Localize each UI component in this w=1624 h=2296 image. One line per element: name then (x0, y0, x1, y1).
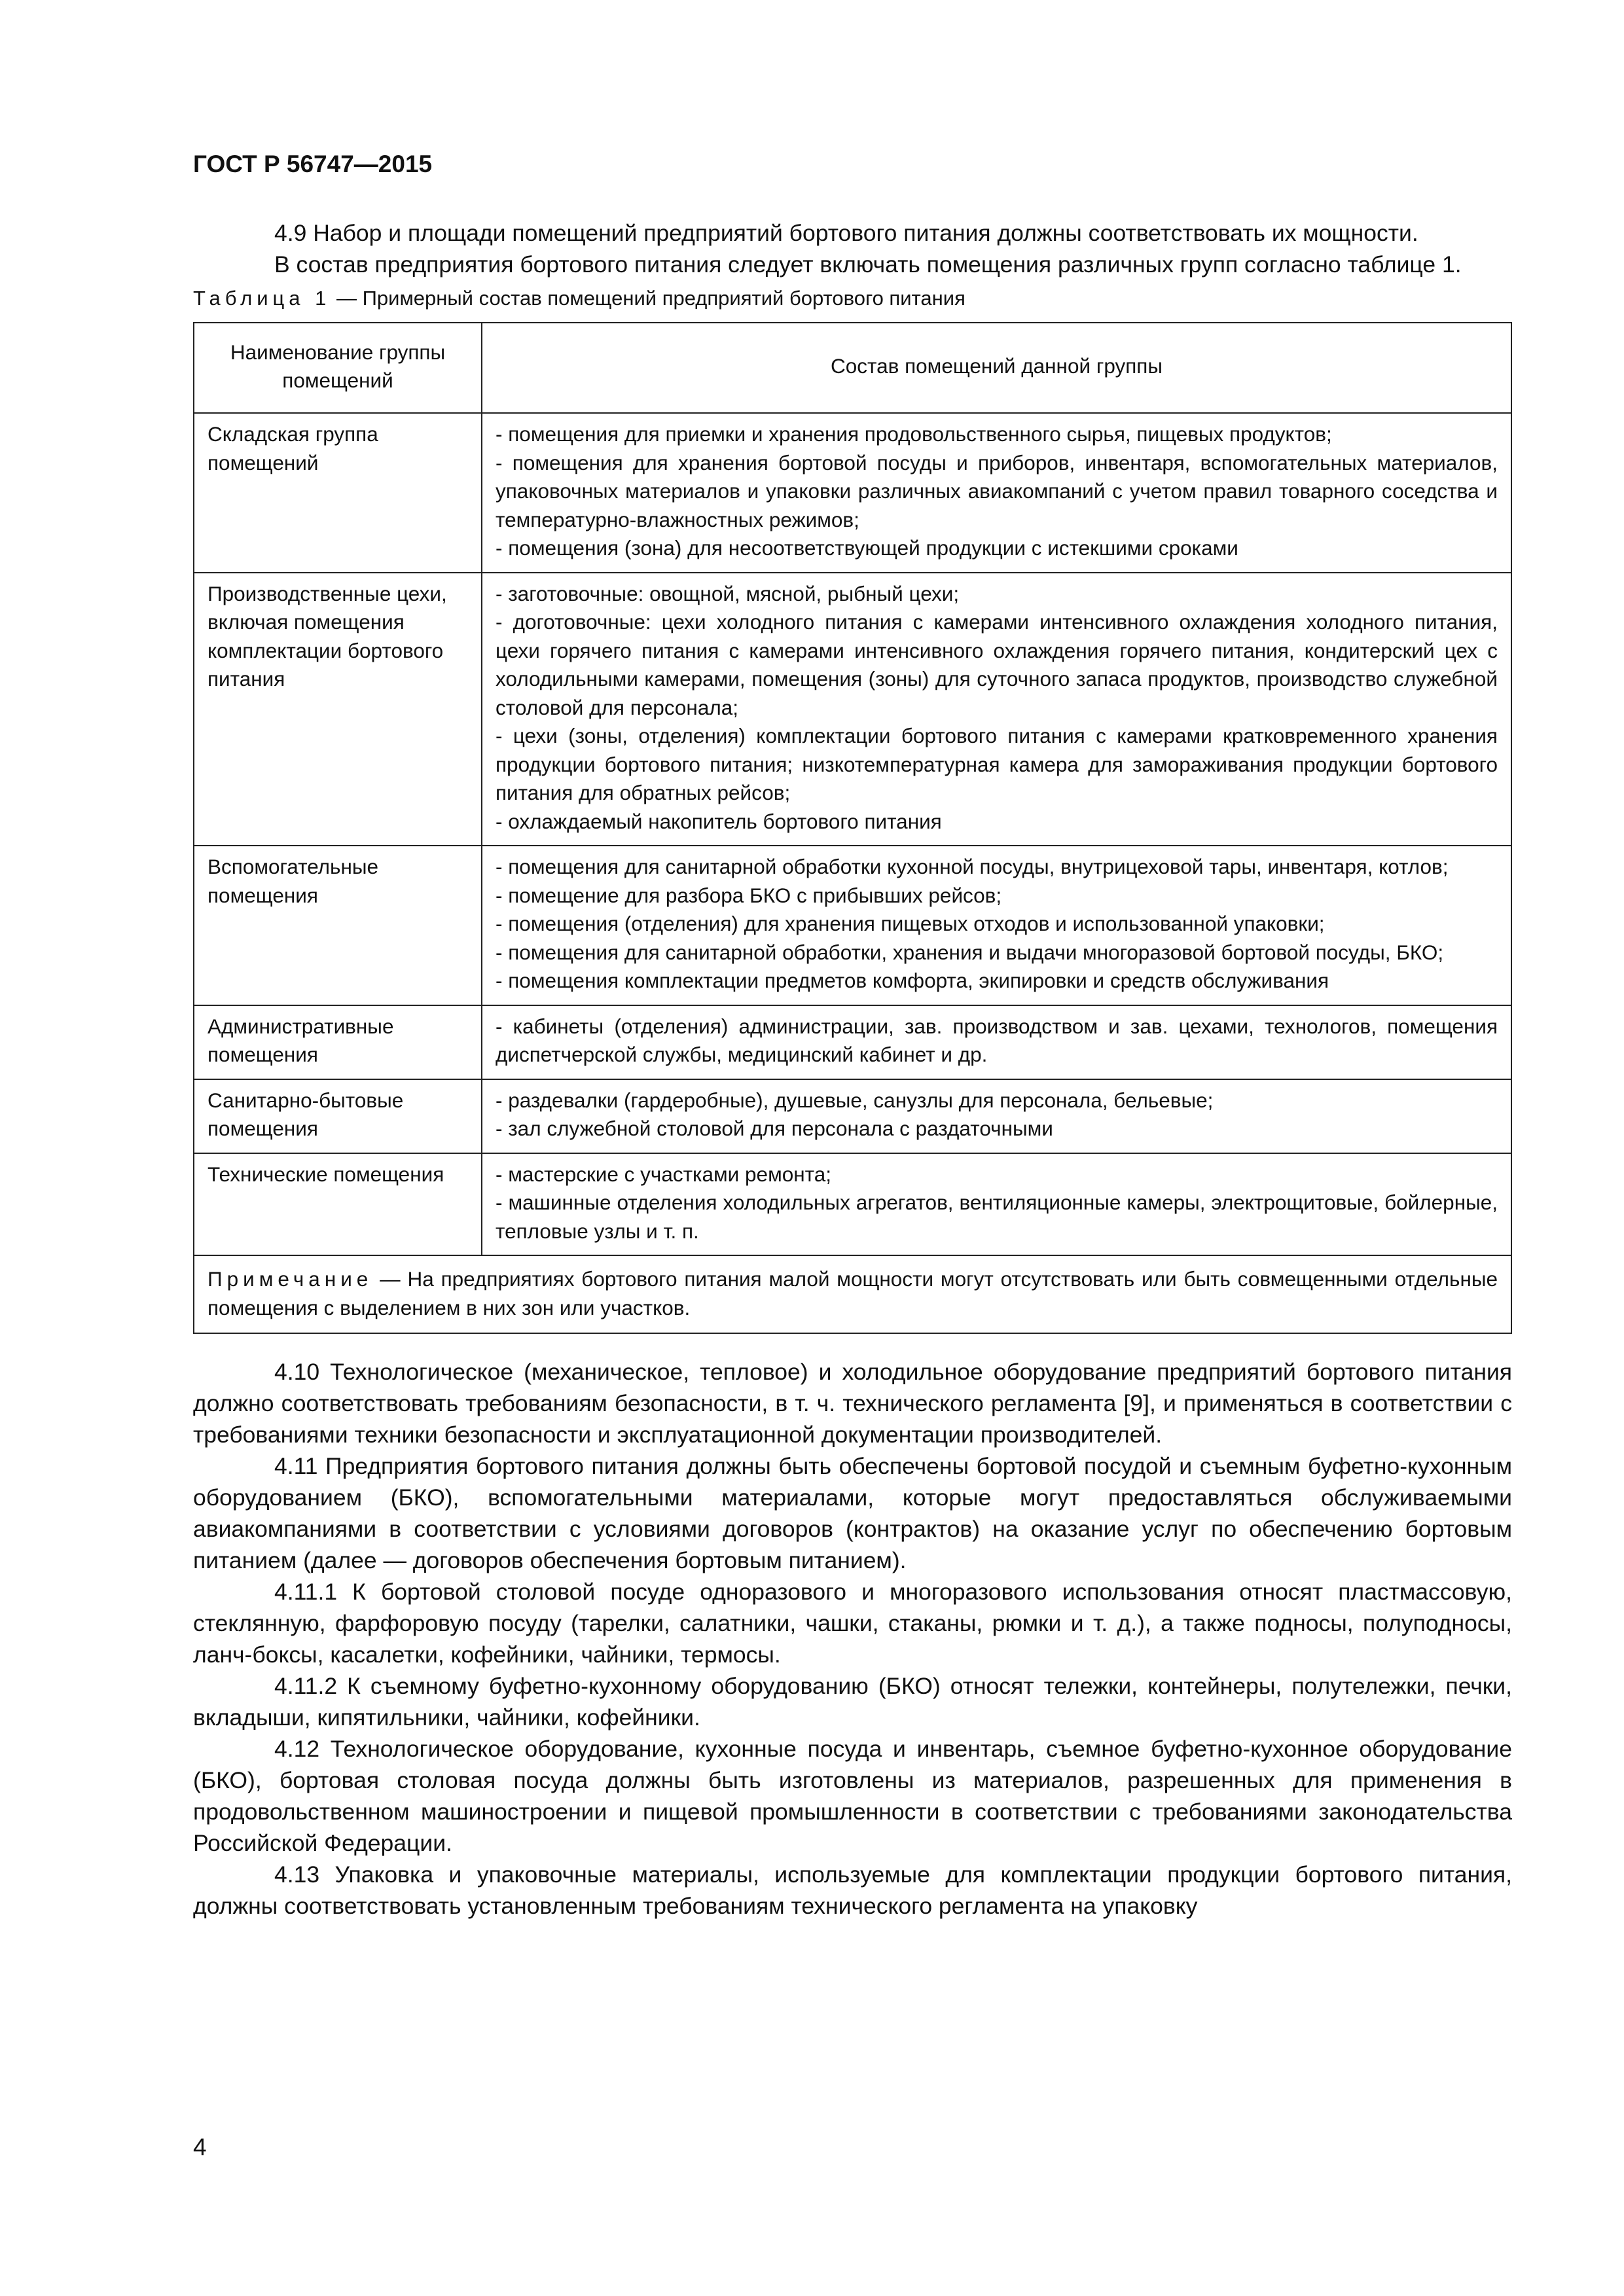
body-text (193, 1356, 1512, 1922)
room-item: - помещения для санитарной обработки, хранения и выдачи многоразовой бортовой посуды, БКО; (496, 940, 1444, 964)
page-number: 4 (193, 2134, 207, 2161)
room-item: - помещения (отделения) для хранения пищевых отходов и использованной упаковки; (496, 912, 1325, 935)
room-item: - цехи (зоны, отделения) комплектации бортового питания с камерами кратковременного хранения продукции бортового питания; низкотемпературная камера для замораживания продукции бортового питания для обратных рейсов; (496, 724, 1498, 804)
paragraph-4-13: 4.13 Упаковка и упаковочные материалы, используемые для комплектации продукции бортового питания, должны соответствовать установленным требованиям технического регламента на упаковку (193, 1861, 1512, 1919)
room-item: - помещение для разбора БКО с прибывших рейсов; (496, 883, 1002, 907)
room-item: - машинные отделения холодильных агрегатов, вентиляционные камеры, электрощитовые, бойлерные, тепловые узлы и т. п. (496, 1191, 1498, 1243)
room-group-name: Вспомогательные помещения (194, 846, 482, 1005)
header-group-content: Состав помещений данной группы (482, 323, 1511, 413)
room-item: - заготовочные: овощной, мясной, рыбный цехи; (496, 581, 960, 605)
document-code: ГОСТ Р 56747—2015 (193, 151, 433, 177)
room-group-name: Производственные цехи, включая помещения комплектации бортового питания (194, 573, 482, 846)
room-group-content (482, 573, 1511, 846)
room-item: - доготовочные: цехи холодного питания с камерами интенсивного охлаждения холодного питания, цехи горячего питания с камерами интенсивного охлаждения горячего питания, кондитерский цех с холодильными камерами, помещения (зоны) для суточного запаса продуктов, производство служебной столовой для персонала; (496, 610, 1498, 719)
room-item: - помещения для санитарной обработки кухонной посуды, внутрицеховой тары, инвентаря, котлов; (496, 855, 1449, 878)
room-item: - раздевалки (гардеробные), душевые, санузлы для персонала, бельевые; (496, 1088, 1214, 1112)
room-item: - помещения для хранения бортовой посуды и приборов, инвентаря, вспомогательных материалов, упаковочных материалов и упаковки различных авиакомпаний с учетом правил товарного соседства и температурно-влажностных режимов; (496, 450, 1498, 531)
room-group-name: Технические помещения (194, 1153, 482, 1256)
rooms-table (193, 322, 1512, 1334)
room-group-content (482, 1079, 1511, 1153)
room-item: - помещения (зона) для несоответствующей продукции с истекшими сроками (496, 536, 1238, 560)
paragraph-4-11-2: 4.11.2 К съемному буфетно-кухонному оборудованию (БКО) относят тележки, контейнеры, полутележки, печки, вкладыши, кипятильники, чайники, кофейники. (193, 1673, 1512, 1731)
room-item: - мастерские с участками ремонта; (496, 1162, 831, 1186)
table-header-row (194, 323, 1511, 413)
paragraph-4-12: 4.12 Технологическое оборудование, кухонные посуда и инвентарь, съемное буфетно-кухонное оборудование (БКО), бортовая столовая посуда должны быть изготовлены из материалов, разрешенных для применения в продовольственном машиностроении и пищевой промышленности в соответствии с требованиями законодательства Российской Федерации. (193, 1736, 1512, 1856)
room-group-name: Санитарно-бытовые помещения (194, 1079, 482, 1153)
paragraph-4-11: 4.11 Предприятия бортового питания должны быть обеспечены бортовой посудой и съемным буфетно-кухонным оборудованием (БКО), вспомогательными материалами, которые могут предоставляться обслуживаемыми авиакомпаниями в соответствии с условиями договоров (контрактов) на оказание услуг по обеспечению бортовым питанием (далее — договоров обеспечения бортовым питанием). (193, 1453, 1512, 1573)
room-group-content (482, 413, 1511, 573)
header-group-name: Наименование группы помещений (194, 323, 482, 413)
room-item: - зал служебной столовой для персонала с раздаточными (496, 1117, 1053, 1140)
room-item: - кабинеты (отделения) администрации, зав. производством и зав. цехами, технологов, помещения диспетчерской службы, медицинский кабинет и др. (496, 1014, 1498, 1066)
room-group-content (482, 1153, 1511, 1256)
table-row (194, 1153, 1511, 1256)
room-group-name: Административные помещения (194, 1005, 482, 1079)
room-group-name: Складская группа помещений (194, 413, 482, 573)
document-page (193, 151, 1512, 1922)
room-group-content (482, 1005, 1511, 1079)
room-item: - помещения для приемки и хранения продовольственного сырья, пищевых продуктов; (496, 422, 1332, 446)
table-row (194, 1079, 1511, 1153)
table-row (194, 1005, 1511, 1079)
table-row (194, 413, 1511, 573)
note-text: — На предприятиях бортового питания малой мощности могут отсутствовать или быть совмещенными отдельные помещения с выделением в них зон или участков. (208, 1267, 1498, 1319)
table-row (194, 573, 1511, 846)
paragraph-table-intro: В состав предприятия бортового питания следует включать помещения различных групп согласно таблице 1. (274, 251, 1462, 278)
room-item: - помещения комплектации предметов комфорта, экипировки и средств обслуживания (496, 969, 1329, 992)
table-note (194, 1255, 1511, 1333)
paragraph-4-11-1: 4.11.1 К бортовой столовой посуде одноразового и многоразового использования относят пластмассовую, стеклянную, фарфоровую посуду (тарелки, салатники, чашки, стаканы, рюмки и т. д.), а также подносы, полуподносы, ланч-боксы, касалетки, кофейники, чайники, термосы. (193, 1579, 1512, 1668)
table-note-row (194, 1255, 1511, 1333)
paragraph-4-10: 4.10 Технологическое (механическое, тепловое) и холодильное оборудование предприятий бортового питания должно соответствовать требованиям безопасности, в т. ч. технического регламента [9], и применяться в соответствии с требованиями техники безопасности и эксплуатационной документации производителей. (193, 1359, 1512, 1448)
paragraph-4-9: 4.9 Набор и площади помещений предприятий бортового питания должны соответствовать их мощности. (274, 220, 1418, 246)
table-body (194, 413, 1511, 1255)
room-item: - охлаждаемый накопитель бортового питания (496, 809, 942, 833)
table-row (194, 846, 1511, 1005)
table-caption (193, 284, 1512, 313)
table-caption-text: — Примерный состав помещений предприятий бортового питания (331, 287, 965, 310)
room-group-content (482, 846, 1511, 1005)
table-caption-label: Таблица 1 (193, 287, 331, 310)
note-label: Примечание (208, 1267, 373, 1291)
